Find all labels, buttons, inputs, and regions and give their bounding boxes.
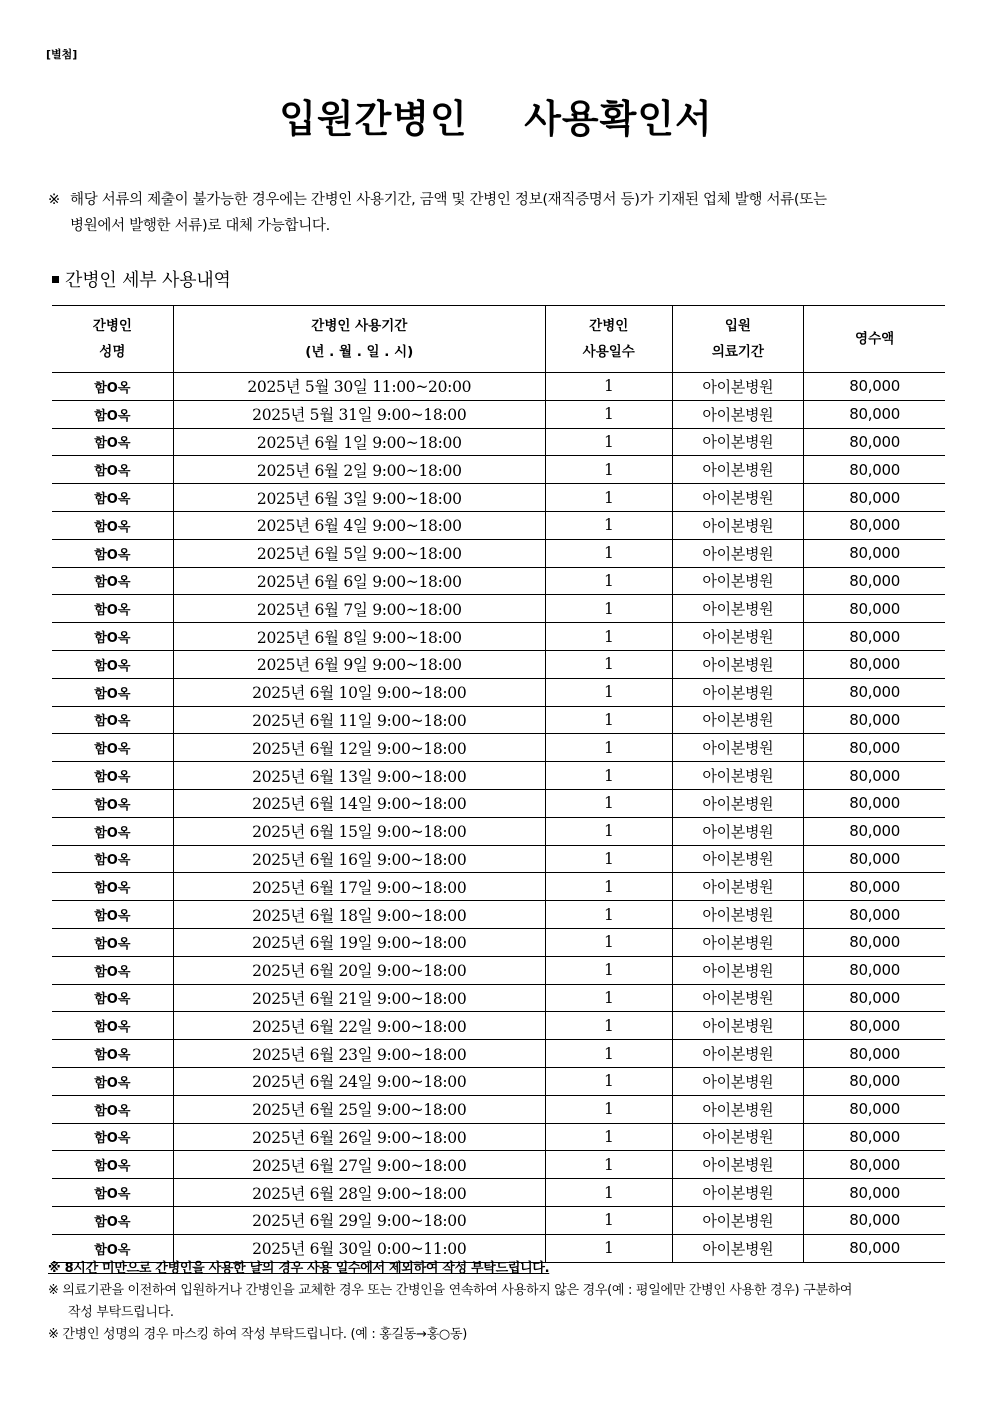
cell-usage-period: 2025년 6월 1일 9:00~18:00 — [173, 428, 545, 456]
cell-usage-days: 1 — [545, 928, 672, 956]
footnote-1: ※ 8시간 미만으로 간병인을 사용한 날의 경우 사용 일수에서 제외하여 작성 부탁드립니다. — [48, 1261, 550, 1276]
cell-amount: 80,000 — [804, 595, 945, 623]
table-row — [52, 1206, 945, 1234]
table-row — [52, 1012, 945, 1040]
cell-usage-days: 1 — [545, 678, 672, 706]
cell-usage-days: 1 — [545, 456, 672, 484]
cell-usage-period: 2025년 6월 21일 9:00~18:00 — [173, 984, 545, 1012]
table-row — [52, 1040, 945, 1068]
cell-usage-days: 1 — [545, 623, 672, 651]
cell-hospital: 아이본병원 — [672, 1095, 804, 1123]
cell-usage-period: 2025년 6월 17일 9:00~18:00 — [173, 873, 545, 901]
cell-amount: 80,000 — [804, 511, 945, 539]
cell-hospital: 아이본병원 — [672, 1179, 804, 1207]
cell-caregiver-name: 함O옥 — [52, 400, 173, 428]
cell-caregiver-name: 함O옥 — [52, 511, 173, 539]
cell-usage-period: 2025년 6월 16일 9:00~18:00 — [173, 845, 545, 873]
cell-usage-period: 2025년 6월 6일 9:00~18:00 — [173, 567, 545, 595]
cell-caregiver-name: 함O옥 — [52, 428, 173, 456]
table-header-row — [52, 306, 945, 373]
cell-caregiver-name: 함O옥 — [52, 956, 173, 984]
header-hospital: 입원 의료기간 — [672, 306, 804, 373]
table-row — [52, 678, 945, 706]
cell-amount: 80,000 — [804, 456, 945, 484]
cell-hospital: 아이본병원 — [672, 484, 804, 512]
cell-amount: 80,000 — [804, 762, 945, 790]
cell-hospital: 아이본병원 — [672, 734, 804, 762]
attachment-label: [별첨] — [46, 48, 78, 61]
table-row — [52, 484, 945, 512]
cell-usage-days: 1 — [545, 1067, 672, 1095]
cell-usage-days: 1 — [545, 484, 672, 512]
cell-amount: 80,000 — [804, 1179, 945, 1207]
cell-usage-period: 2025년 6월 5일 9:00~18:00 — [173, 539, 545, 567]
cell-usage-days: 1 — [545, 789, 672, 817]
header-usage-period: 간병인 사용기간 (년 . 월 . 일 . 시) — [173, 306, 545, 373]
cell-caregiver-name: 함O옥 — [52, 762, 173, 790]
table-row — [52, 1151, 945, 1179]
table-row — [52, 373, 945, 401]
cell-usage-period: 2025년 6월 23일 9:00~18:00 — [173, 1040, 545, 1068]
cell-hospital: 아이본병원 — [672, 650, 804, 678]
cell-usage-period: 2025년 6월 9일 9:00~18:00 — [173, 650, 545, 678]
cell-hospital: 아이본병원 — [672, 539, 804, 567]
cell-hospital: 아이본병원 — [672, 928, 804, 956]
cell-caregiver-name: 함O옥 — [52, 595, 173, 623]
cell-usage-days: 1 — [545, 706, 672, 734]
cell-usage-period: 2025년 6월 7일 9:00~18:00 — [173, 595, 545, 623]
cell-hospital: 아이본병원 — [672, 1123, 804, 1151]
cell-caregiver-name: 함O옥 — [52, 456, 173, 484]
cell-hospital: 아이본병원 — [672, 1012, 804, 1040]
cell-caregiver-name: 함O옥 — [52, 1151, 173, 1179]
cell-usage-days: 1 — [545, 1151, 672, 1179]
cell-hospital: 아이본병원 — [672, 901, 804, 929]
cell-amount: 80,000 — [804, 901, 945, 929]
cell-usage-days: 1 — [545, 650, 672, 678]
cell-usage-period: 2025년 6월 30일 0:00~11:00 — [173, 1234, 545, 1262]
table-row — [52, 1123, 945, 1151]
cell-hospital: 아이본병원 — [672, 511, 804, 539]
cell-usage-days: 1 — [545, 984, 672, 1012]
cell-usage-days: 1 — [545, 1095, 672, 1123]
cell-usage-days: 1 — [545, 845, 672, 873]
cell-hospital: 아이본병원 — [672, 567, 804, 595]
cell-hospital: 아이본병원 — [672, 373, 804, 401]
cell-usage-days: 1 — [545, 400, 672, 428]
cell-usage-days: 1 — [545, 1012, 672, 1040]
cell-caregiver-name: 함O옥 — [52, 706, 173, 734]
cell-usage-period: 2025년 6월 2일 9:00~18:00 — [173, 456, 545, 484]
header-caregiver-name: 간병인 성명 — [52, 306, 173, 373]
cell-usage-days: 1 — [545, 1234, 672, 1262]
cell-usage-days: 1 — [545, 567, 672, 595]
table-row — [52, 1179, 945, 1207]
cell-usage-days: 1 — [545, 1179, 672, 1207]
section-heading — [52, 266, 231, 292]
cell-usage-days: 1 — [545, 1123, 672, 1151]
cell-caregiver-name: 함O옥 — [52, 373, 173, 401]
cell-amount: 80,000 — [804, 1123, 945, 1151]
cell-hospital: 아이본병원 — [672, 762, 804, 790]
table-row — [52, 1095, 945, 1123]
notice-text — [48, 187, 928, 239]
header-usage-days: 간병인 사용일수 — [545, 306, 672, 373]
cell-caregiver-name: 함O옥 — [52, 1012, 173, 1040]
cell-amount: 80,000 — [804, 817, 945, 845]
table-row — [52, 706, 945, 734]
cell-hospital: 아이본병원 — [672, 1234, 804, 1262]
cell-usage-period: 2025년 6월 19일 9:00~18:00 — [173, 928, 545, 956]
cell-caregiver-name: 함O옥 — [52, 539, 173, 567]
cell-hospital: 아이본병원 — [672, 956, 804, 984]
reference-mark-icon: ※ — [48, 192, 60, 208]
cell-hospital: 아이본병원 — [672, 456, 804, 484]
cell-caregiver-name: 함O옥 — [52, 901, 173, 929]
cell-amount: 80,000 — [804, 678, 945, 706]
cell-caregiver-name: 함O옥 — [52, 1123, 173, 1151]
table-row — [52, 956, 945, 984]
table-row — [52, 400, 945, 428]
cell-amount: 80,000 — [804, 650, 945, 678]
cell-usage-period: 2025년 6월 15일 9:00~18:00 — [173, 817, 545, 845]
table-row — [52, 789, 945, 817]
cell-hospital: 아이본병원 — [672, 1040, 804, 1068]
cell-usage-period: 2025년 6월 25일 9:00~18:00 — [173, 1095, 545, 1123]
cell-usage-period: 2025년 6월 26일 9:00~18:00 — [173, 1123, 545, 1151]
cell-caregiver-name: 함O옥 — [52, 789, 173, 817]
cell-amount: 80,000 — [804, 984, 945, 1012]
cell-amount: 80,000 — [804, 567, 945, 595]
table-row — [52, 539, 945, 567]
cell-usage-days: 1 — [545, 539, 672, 567]
document-title: 입원간병인 사용확인서 — [279, 97, 713, 141]
cell-amount: 80,000 — [804, 706, 945, 734]
cell-amount: 80,000 — [804, 789, 945, 817]
cell-amount: 80,000 — [804, 1040, 945, 1068]
table-row — [52, 623, 945, 651]
cell-usage-period: 2025년 5월 30일 11:00~20:00 — [173, 373, 545, 401]
cell-usage-period: 2025년 6월 28일 9:00~18:00 — [173, 1179, 545, 1207]
cell-caregiver-name: 함O옥 — [52, 1040, 173, 1068]
table-row — [52, 428, 945, 456]
cell-usage-days: 1 — [545, 734, 672, 762]
notice-line-1: 해당 서류의 제출이 불가능한 경우에는 간병인 사용기간, 금액 및 간병인 정보(재직증명서 등)가 기재된 업체 발행 서류(또는 — [70, 192, 827, 208]
cell-amount: 80,000 — [804, 1095, 945, 1123]
cell-hospital: 아이본병원 — [672, 873, 804, 901]
cell-usage-days: 1 — [545, 873, 672, 901]
cell-caregiver-name: 함O옥 — [52, 1095, 173, 1123]
cell-hospital: 아이본병원 — [672, 789, 804, 817]
cell-amount: 80,000 — [804, 1012, 945, 1040]
table-row — [52, 456, 945, 484]
cell-usage-period: 2025년 6월 10일 9:00~18:00 — [173, 678, 545, 706]
table-row — [52, 845, 945, 873]
cell-hospital: 아이본병원 — [672, 678, 804, 706]
cell-usage-days: 1 — [545, 1040, 672, 1068]
table-row — [52, 873, 945, 901]
cell-hospital: 아이본병원 — [672, 984, 804, 1012]
cell-usage-period: 2025년 6월 22일 9:00~18:00 — [173, 1012, 545, 1040]
cell-hospital: 아이본병원 — [672, 595, 804, 623]
cell-caregiver-name: 함O옥 — [52, 984, 173, 1012]
cell-usage-days: 1 — [545, 817, 672, 845]
cell-hospital: 아이본병원 — [672, 817, 804, 845]
table-row — [52, 650, 945, 678]
cell-usage-period: 2025년 6월 14일 9:00~18:00 — [173, 789, 545, 817]
cell-caregiver-name: 함O옥 — [52, 734, 173, 762]
cell-caregiver-name: 함O옥 — [52, 873, 173, 901]
cell-hospital: 아이본병원 — [672, 706, 804, 734]
footnote-3: ※ 간병인 성명의 경우 마스킹 하여 작성 부탁드립니다. (예 : 홍길동→홍○동) — [48, 1327, 467, 1342]
notice-line-2: 병원에서 발행한 서류)로 대체 가능합니다. — [70, 218, 330, 234]
cell-amount: 80,000 — [804, 1151, 945, 1179]
cell-hospital: 아이본병원 — [672, 428, 804, 456]
cell-caregiver-name: 함O옥 — [52, 567, 173, 595]
table-row — [52, 734, 945, 762]
section-title: 간병인 세부 사용내역 — [65, 270, 231, 291]
cell-usage-days: 1 — [545, 956, 672, 984]
cell-caregiver-name: 함O옥 — [52, 1206, 173, 1234]
square-bullet-icon — [52, 276, 59, 283]
cell-usage-days: 1 — [545, 762, 672, 790]
header-amount: 영수액 — [804, 306, 945, 373]
cell-usage-period: 2025년 6월 27일 9:00~18:00 — [173, 1151, 545, 1179]
cell-amount: 80,000 — [804, 1067, 945, 1095]
cell-caregiver-name: 함O옥 — [52, 484, 173, 512]
cell-amount: 80,000 — [804, 845, 945, 873]
table-row — [52, 901, 945, 929]
cell-caregiver-name: 함O옥 — [52, 1234, 173, 1262]
cell-usage-period: 2025년 5월 31일 9:00~18:00 — [173, 400, 545, 428]
cell-hospital: 아이본병원 — [672, 623, 804, 651]
cell-usage-period: 2025년 6월 24일 9:00~18:00 — [173, 1067, 545, 1095]
table-row — [52, 817, 945, 845]
cell-amount: 80,000 — [804, 928, 945, 956]
table-row — [52, 511, 945, 539]
table-row — [52, 984, 945, 1012]
cell-usage-period: 2025년 6월 11일 9:00~18:00 — [173, 706, 545, 734]
cell-amount: 80,000 — [804, 1206, 945, 1234]
cell-hospital: 아이본병원 — [672, 1067, 804, 1095]
cell-usage-days: 1 — [545, 901, 672, 929]
cell-amount: 80,000 — [804, 623, 945, 651]
cell-amount: 80,000 — [804, 484, 945, 512]
cell-usage-period: 2025년 6월 20일 9:00~18:00 — [173, 956, 545, 984]
cell-caregiver-name: 함O옥 — [52, 817, 173, 845]
cell-usage-days: 1 — [545, 595, 672, 623]
cell-usage-period: 2025년 6월 8일 9:00~18:00 — [173, 623, 545, 651]
cell-usage-period: 2025년 6월 18일 9:00~18:00 — [173, 901, 545, 929]
cell-caregiver-name: 함O옥 — [52, 623, 173, 651]
footnote-2 — [48, 1280, 928, 1324]
cell-usage-period: 2025년 6월 29일 9:00~18:00 — [173, 1206, 545, 1234]
cell-hospital: 아이본병원 — [672, 1151, 804, 1179]
footnote-2-line-2: 작성 부탁드립니다. — [68, 1305, 174, 1320]
cell-amount: 80,000 — [804, 873, 945, 901]
cell-usage-period: 2025년 6월 4일 9:00~18:00 — [173, 511, 545, 539]
cell-caregiver-name: 함O옥 — [52, 845, 173, 873]
table-row — [52, 595, 945, 623]
cell-amount: 80,000 — [804, 373, 945, 401]
cell-caregiver-name: 함O옥 — [52, 650, 173, 678]
table-row — [52, 1067, 945, 1095]
cell-usage-days: 1 — [545, 428, 672, 456]
footnote-2-line-1: ※ 의료기관을 이전하여 입원하거나 간병인을 교체한 경우 또는 간병인을 연속하여 사용하지 않은 경우(예 : 평일에만 간병인 사용한 경우) 구분하여 — [48, 1283, 853, 1298]
cell-amount: 80,000 — [804, 428, 945, 456]
table-row — [52, 762, 945, 790]
table-body — [52, 373, 945, 1263]
cell-usage-days: 1 — [545, 373, 672, 401]
cell-hospital: 아이본병원 — [672, 845, 804, 873]
table-row — [52, 928, 945, 956]
cell-caregiver-name: 함O옥 — [52, 928, 173, 956]
cell-usage-days: 1 — [545, 511, 672, 539]
cell-usage-period: 2025년 6월 3일 9:00~18:00 — [173, 484, 545, 512]
cell-usage-days: 1 — [545, 1206, 672, 1234]
cell-amount: 80,000 — [804, 734, 945, 762]
cell-caregiver-name: 함O옥 — [52, 1179, 173, 1207]
cell-hospital: 아이본병원 — [672, 1206, 804, 1234]
cell-amount: 80,000 — [804, 1234, 945, 1262]
cell-usage-period: 2025년 6월 12일 9:00~18:00 — [173, 734, 545, 762]
table-row — [52, 567, 945, 595]
cell-amount: 80,000 — [804, 539, 945, 567]
cell-hospital: 아이본병원 — [672, 400, 804, 428]
cell-amount: 80,000 — [804, 956, 945, 984]
cell-usage-period: 2025년 6월 13일 9:00~18:00 — [173, 762, 545, 790]
footnotes — [48, 1258, 928, 1346]
cell-caregiver-name: 함O옥 — [52, 678, 173, 706]
cell-caregiver-name: 함O옥 — [52, 1067, 173, 1095]
cell-amount: 80,000 — [804, 400, 945, 428]
usage-detail-table — [52, 305, 945, 1263]
